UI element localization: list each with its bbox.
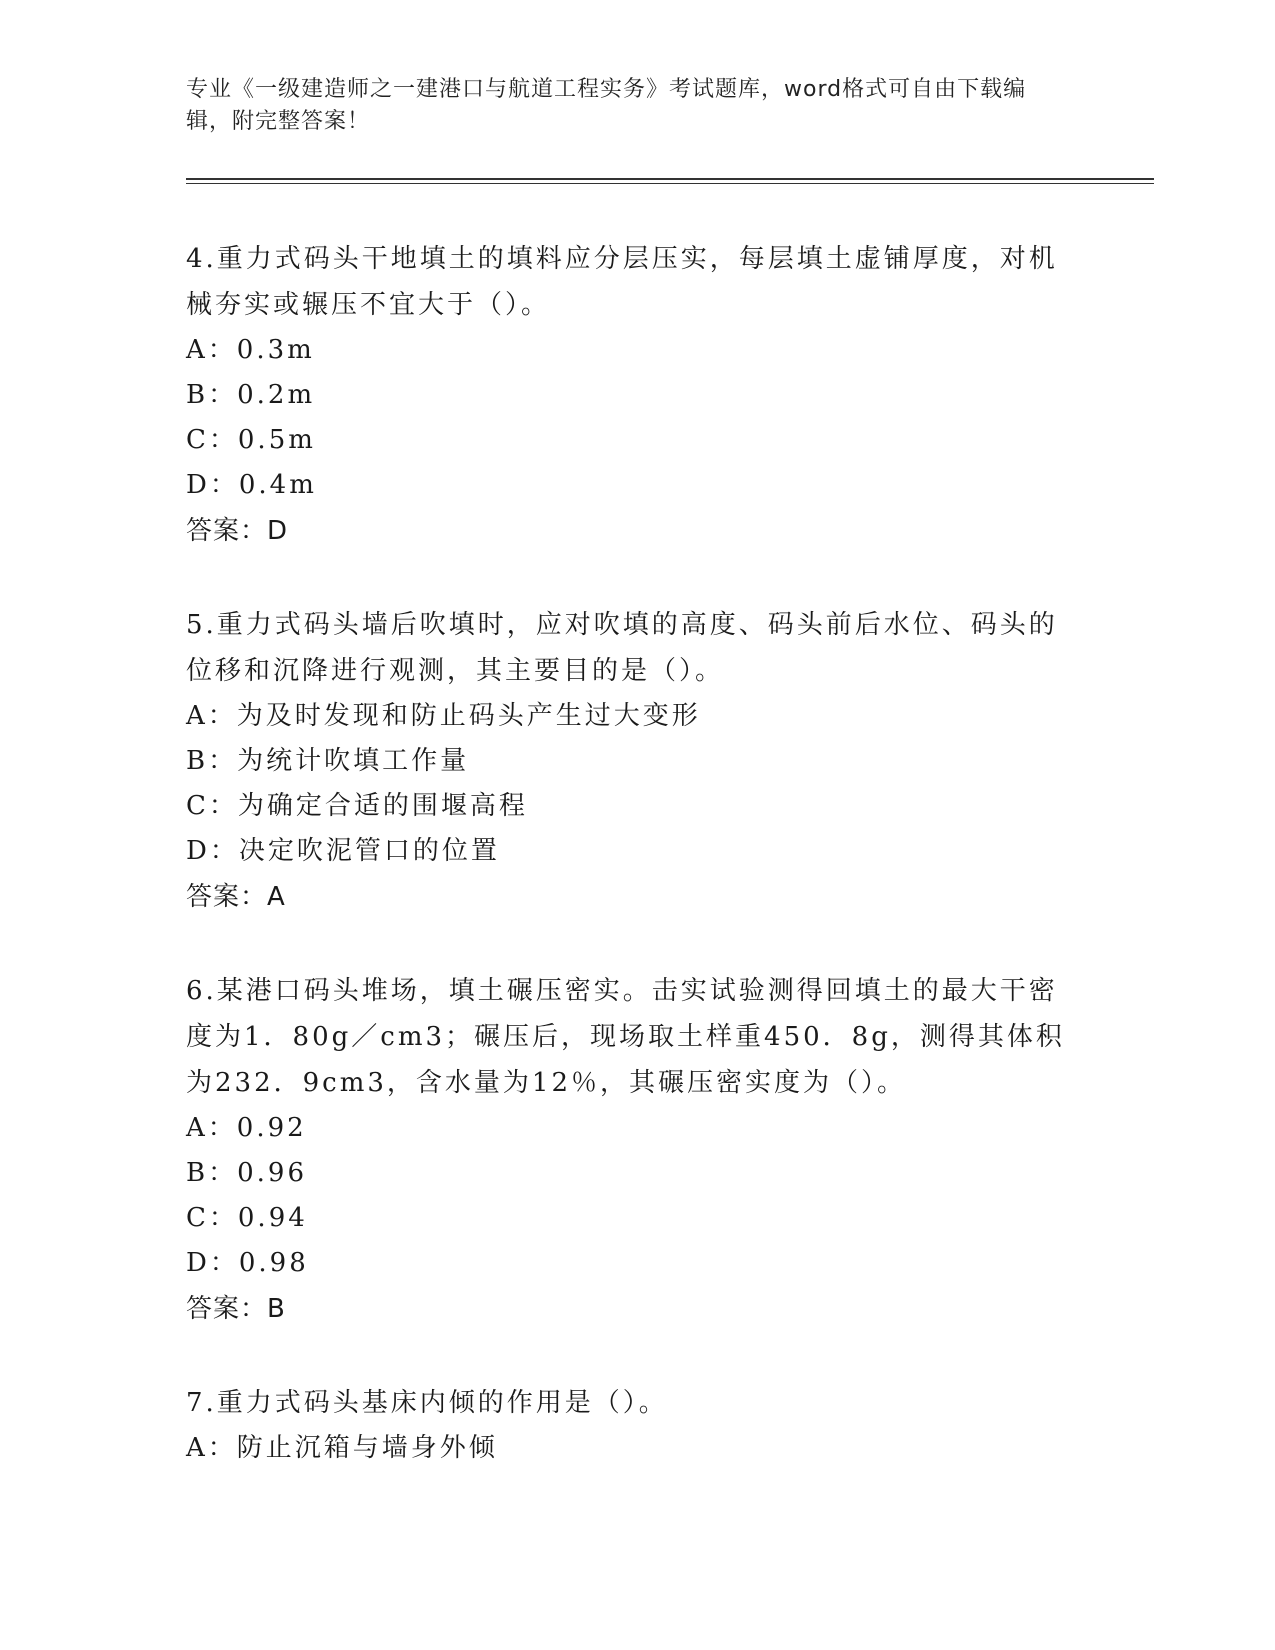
question-stem: 7.重力式码头基床内倾的作用是（）。 [186, 1388, 668, 1418]
question-7 [186, 1380, 1066, 1471]
question-list [186, 236, 1066, 1471]
answer: 答案：B [186, 1294, 286, 1324]
header-divider [186, 178, 1154, 180]
question-5 [186, 602, 1066, 920]
option-d: D：决定吹泥管口的位置 [186, 836, 500, 866]
option-a: A：防止沉箱与墙身外倾 [186, 1433, 498, 1463]
option-a: A：0.92 [186, 1113, 307, 1143]
option-c: C：为确定合适的围堰高程 [186, 791, 528, 821]
question-stem: 6.某港口码头堆场，填土碾压密实。击实试验测得回填土的最大干密度为1．80g／cm3；碾压后，现场取土样重450．8g，测得其体积为232．9cm3，含水量为12％，其碾压密实度为（）。 [186, 976, 1065, 1098]
option-a: A：为及时发现和防止码头产生过大变形 [186, 701, 701, 731]
option-d: D：0.4m [186, 470, 317, 500]
option-b: B：0.96 [186, 1158, 307, 1188]
question-stem: 5.重力式码头墙后吹填时，应对吹填的高度、码头前后水位、码头的位移和沉降进行观测，其主要目的是（）。 [186, 610, 1058, 686]
option-a: A：0.3m [186, 335, 315, 365]
document-header: 专业《一级建造师之一建港口与航道工程实务》考试题库，word格式可自由下载编辑，附完整答案！ [186, 77, 1027, 134]
option-b: B：为统计吹填工作量 [186, 746, 470, 776]
option-b: B：0.2m [186, 380, 316, 410]
header-divider-thin [186, 183, 1154, 184]
question-stem: 4.重力式码头干地填土的填料应分层压实，每层填土虚铺厚度，对机械夯实或辗压不宜大于（）。 [186, 244, 1058, 320]
question-4 [186, 236, 1066, 554]
option-d: D：0.98 [186, 1248, 309, 1278]
answer: 答案：A [186, 882, 286, 912]
option-c: C：0.5m [186, 425, 316, 455]
option-c: C：0.94 [186, 1203, 308, 1233]
question-6 [186, 968, 1066, 1332]
answer: 答案：D [186, 516, 289, 546]
